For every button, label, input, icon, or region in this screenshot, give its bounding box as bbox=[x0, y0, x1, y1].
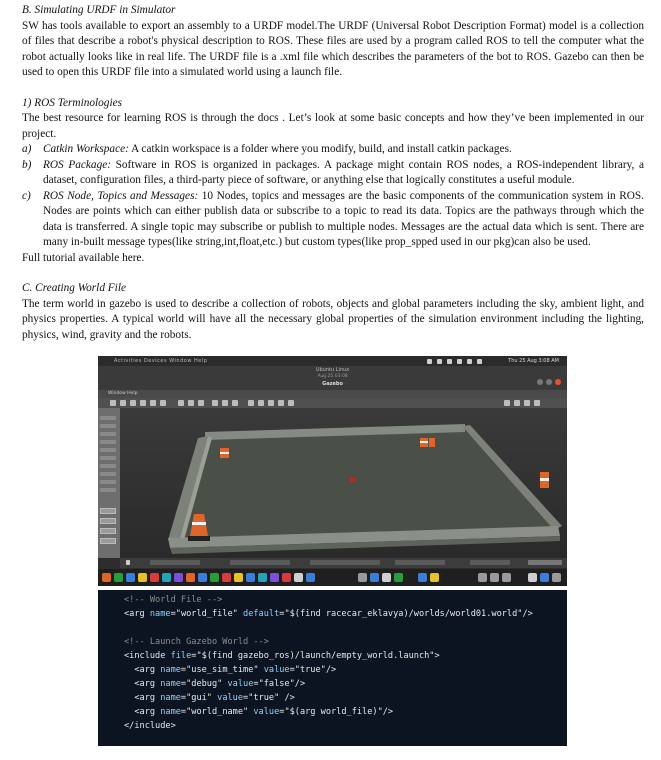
code-tag: </include> bbox=[124, 721, 176, 731]
app-icon[interactable] bbox=[102, 573, 111, 582]
code-value: "gui" bbox=[186, 693, 212, 703]
code-tag: <include bbox=[124, 651, 166, 661]
app-icon[interactable] bbox=[258, 573, 267, 582]
code-value: "true" bbox=[294, 665, 326, 675]
list-item-ros-package bbox=[22, 158, 644, 189]
trash-icon[interactable] bbox=[552, 573, 561, 582]
code-line bbox=[124, 593, 222, 607]
ros-terms-list bbox=[22, 142, 644, 251]
app-icon[interactable] bbox=[210, 573, 219, 582]
section-c-heading: C. Creating World File bbox=[22, 282, 126, 294]
gazebo-menu-bar[interactable]: Window Help bbox=[98, 390, 567, 398]
section-c-paragraph: The term world in gazebo is used to describe a collection of robots, objects and global parameters including the sky, ambient light, and physics properties. A typical world will have all the necessary global properties of the simulation environment including the lighting, physics, wind, gravity and the robots. bbox=[22, 297, 644, 341]
launch-file-code bbox=[98, 590, 567, 746]
list-marker: c) bbox=[22, 189, 31, 202]
code-comment: <!-- World File --> bbox=[124, 595, 223, 605]
view-angle-icon[interactable] bbox=[288, 400, 294, 406]
code-value: "$(find racecar_eklavya)/worlds/world01.world" bbox=[284, 609, 523, 619]
gazebo-left-panel[interactable] bbox=[98, 408, 120, 558]
code-tag: /> bbox=[294, 679, 306, 689]
spot-light-icon[interactable] bbox=[222, 400, 228, 406]
app-icon[interactable] bbox=[126, 573, 135, 582]
plot-icon[interactable] bbox=[524, 400, 530, 406]
app-icon[interactable] bbox=[150, 573, 159, 582]
app-icon[interactable] bbox=[186, 573, 195, 582]
gazebo-3d-viewport[interactable] bbox=[120, 408, 567, 558]
app-icon[interactable] bbox=[282, 573, 291, 582]
code-tag: <arg bbox=[124, 679, 156, 689]
gazebo-toolbar bbox=[98, 398, 567, 408]
list-item-catkin bbox=[22, 142, 644, 158]
code-tag: = bbox=[180, 679, 187, 689]
code-tag: = bbox=[180, 707, 187, 717]
code-tag: = bbox=[180, 693, 187, 703]
window-titlebar bbox=[98, 366, 567, 390]
os-top-bar bbox=[98, 356, 567, 366]
app-icon[interactable] bbox=[418, 573, 427, 582]
app-title: Gazebo bbox=[322, 381, 343, 387]
code-value: "world_file" bbox=[175, 609, 238, 619]
code-tag: = bbox=[289, 665, 295, 675]
code-attribute: name bbox=[144, 609, 171, 619]
list-marker: b) bbox=[22, 158, 32, 171]
app-icon[interactable] bbox=[528, 573, 537, 582]
app-icon[interactable] bbox=[382, 573, 391, 582]
ros-terminologies-heading: 1) ROS Terminologies bbox=[22, 96, 123, 109]
code-tag: = bbox=[191, 651, 197, 661]
light-icon[interactable] bbox=[212, 400, 218, 406]
section-b-paragraph: SW has tools available to export an assembly to a URDF model.The URDF (Universal Robot Description Format) model is a collection of files that describe a robot's physical description to ROS. These files are used by a program called ROS to tell the computer what the robot actually looks like in real life. The URDF file is a .xml file which describes the parameters of the bot to ROS. Gazebo can then be used to open this URDF file into a simulated world using a launch file. bbox=[22, 19, 644, 78]
code-line bbox=[124, 607, 533, 621]
os-dock bbox=[98, 569, 567, 586]
code-value: "$(arg world_file)" bbox=[284, 707, 383, 717]
close-icon[interactable] bbox=[555, 379, 561, 385]
code-attribute: default bbox=[237, 609, 280, 619]
app-icon[interactable] bbox=[234, 573, 243, 582]
code-value: "use_sim_time" bbox=[186, 665, 259, 675]
undo-icon[interactable] bbox=[150, 400, 156, 406]
code-tag: = bbox=[170, 609, 176, 619]
rotate-tool-icon[interactable] bbox=[130, 400, 136, 406]
code-comment: <!-- Launch Gazebo World --> bbox=[124, 637, 269, 647]
code-line bbox=[124, 677, 305, 691]
gazebo-screenshot bbox=[98, 356, 567, 586]
code-tag: = bbox=[180, 665, 187, 675]
align-icon[interactable] bbox=[268, 400, 274, 406]
app-icon[interactable] bbox=[358, 573, 367, 582]
term-description: 10 Nodes, topics and messages are the basic components of the communication system in ROS. Nodes are points which can either publish data or subscribe to a topic to read its data. Topics are the pathways through which the data is transferred. A single topic may subscribe or publish to multiple nodes. Messages are the actual data which is sent. There are many in-built message types(like string,int,float,etc.) but custom types(like prop_spped used in our pkg)can also be used. bbox=[43, 189, 644, 248]
app-icon[interactable] bbox=[294, 573, 303, 582]
code-tag: /> bbox=[325, 665, 337, 675]
sim-time bbox=[230, 560, 290, 565]
gazebo-status-bar bbox=[120, 558, 567, 568]
code-attribute: value bbox=[248, 707, 280, 717]
code-attribute: value bbox=[211, 693, 244, 703]
code-tag: = bbox=[253, 679, 259, 689]
code-attribute: name bbox=[155, 693, 181, 703]
code-attribute: name bbox=[155, 707, 181, 717]
sphere-shape-icon[interactable] bbox=[188, 400, 194, 406]
robot-model bbox=[350, 478, 355, 482]
code-attribute: name bbox=[155, 679, 181, 689]
term-label: ROS Node, Topics and Messages: bbox=[43, 189, 199, 202]
code-tag: /> bbox=[382, 707, 394, 717]
select-tool-icon[interactable] bbox=[110, 400, 116, 406]
code-attribute: file bbox=[165, 651, 192, 661]
app-icon[interactable] bbox=[174, 573, 183, 582]
code-attribute: value bbox=[222, 679, 254, 689]
code-tag: <arg bbox=[124, 609, 145, 619]
code-value: "false" bbox=[258, 679, 295, 689]
cone-back-left bbox=[220, 448, 229, 458]
code-tag: /> bbox=[279, 693, 295, 703]
world-scene bbox=[120, 408, 567, 558]
cone-back-right bbox=[420, 438, 435, 447]
pause-icon[interactable] bbox=[126, 560, 130, 565]
code-line bbox=[124, 719, 176, 733]
app-icon[interactable] bbox=[394, 573, 403, 582]
os-menus: Activities Devices Window Help bbox=[114, 358, 208, 364]
copy-icon[interactable] bbox=[248, 400, 254, 406]
fps bbox=[470, 560, 510, 565]
reset-time-button[interactable] bbox=[528, 560, 562, 565]
app-icon[interactable] bbox=[246, 573, 255, 582]
cone-front-right bbox=[540, 472, 549, 488]
code-value: "world_name" bbox=[186, 707, 249, 717]
code-attribute: name bbox=[155, 665, 181, 675]
directional-light-icon[interactable] bbox=[232, 400, 238, 406]
app-icon[interactable] bbox=[370, 573, 379, 582]
code-tag: <arg bbox=[124, 665, 156, 675]
ros-terminologies-intro: The best resource for learning ROS is through the docs . Let’s look at some basic concepts and how they’ve been implemented in our project. bbox=[22, 112, 644, 140]
code-tag: = bbox=[279, 707, 285, 717]
term-label: Catkin Workspace: bbox=[43, 143, 129, 155]
log-icon[interactable] bbox=[514, 400, 520, 406]
document-body bbox=[22, 3, 644, 343]
tutorial-note: Full tutorial available here. bbox=[22, 251, 145, 264]
code-line bbox=[124, 705, 393, 719]
translate-tool-icon[interactable] bbox=[120, 400, 126, 406]
code-tag: = bbox=[279, 609, 285, 619]
box-shape-icon[interactable] bbox=[178, 400, 184, 406]
app-icon[interactable] bbox=[162, 573, 171, 582]
window-buttons bbox=[534, 370, 561, 389]
os-clock: Thu 25 Aug 3:08 AM bbox=[508, 358, 559, 364]
ground-plane bbox=[175, 430, 558, 540]
list-item-ros-node bbox=[22, 189, 644, 251]
code-value: "debug" bbox=[186, 679, 223, 689]
code-line bbox=[124, 691, 295, 705]
real-time-factor bbox=[150, 560, 200, 565]
code-line bbox=[124, 663, 336, 677]
real-time bbox=[310, 560, 380, 565]
list-marker: a) bbox=[22, 143, 32, 155]
app-icon[interactable] bbox=[198, 573, 207, 582]
scale-tool-icon[interactable] bbox=[140, 400, 146, 406]
app-icon[interactable] bbox=[114, 573, 123, 582]
app-icon[interactable] bbox=[490, 573, 499, 582]
code-tag: /> bbox=[522, 609, 533, 619]
os-title: Ubuntu Linux bbox=[315, 367, 350, 373]
code-tag: > bbox=[434, 651, 440, 661]
iterations bbox=[395, 560, 445, 565]
code-value: "$(find gazebo_ros)/launch/empty_world.launch" bbox=[196, 651, 435, 661]
code-line bbox=[124, 649, 440, 663]
maximize-icon[interactable] bbox=[546, 379, 552, 385]
cylinder-shape-icon[interactable] bbox=[198, 400, 204, 406]
code-line bbox=[124, 635, 269, 649]
app-icon[interactable] bbox=[540, 573, 549, 582]
redo-icon[interactable] bbox=[160, 400, 166, 406]
code-attribute: value bbox=[258, 665, 290, 675]
section-b-heading: B. Simulating URDF in Simulator bbox=[22, 4, 176, 16]
video-icon[interactable] bbox=[534, 400, 540, 406]
term-description: A catkin workspace is a folder where you modify, build, and install catkin packages. bbox=[128, 143, 512, 155]
paste-icon[interactable] bbox=[258, 400, 264, 406]
term-label: ROS Package: bbox=[43, 158, 111, 171]
app-icon[interactable] bbox=[478, 573, 487, 582]
screenshot-icon[interactable] bbox=[504, 400, 510, 406]
term-description: Software in ROS is organized in packages. A package might contain ROS nodes, a ROS-independent library, a dataset, configuration files, a third-party piece of software, or anything else that logically constitutes a useful module. bbox=[43, 158, 645, 186]
minimize-icon[interactable] bbox=[537, 379, 543, 385]
code-tag: = bbox=[243, 693, 249, 703]
app-icon[interactable] bbox=[306, 573, 315, 582]
code-value: "true" bbox=[248, 693, 280, 703]
code-tag: <arg bbox=[124, 707, 156, 717]
os-date: Aug 25 03:08 bbox=[317, 374, 348, 379]
app-icon[interactable] bbox=[502, 573, 511, 582]
code-tag: <arg bbox=[124, 693, 156, 703]
app-icon[interactable] bbox=[138, 573, 147, 582]
app-icon[interactable] bbox=[222, 573, 231, 582]
app-icon[interactable] bbox=[430, 573, 439, 582]
app-icon[interactable] bbox=[270, 573, 279, 582]
snap-icon[interactable] bbox=[278, 400, 284, 406]
